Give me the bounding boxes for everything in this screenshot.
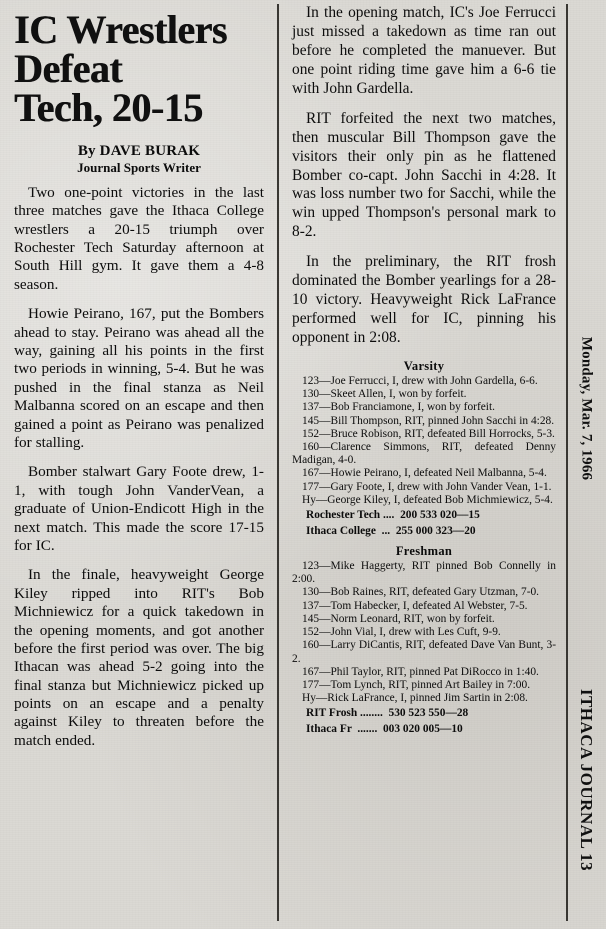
right-column (286, 0, 562, 736)
bout-result: 123—Joe Ferrucci, I, drew with John Gardella, 6-6. (302, 374, 538, 387)
article-paragraph: RIT forfeited the next two matches, then muscular Bill Thompson gave the visitors their only pin as he flattened Bomber co-capt. John Sacchi in 4:28. It was loss number two for Sacchi, while the win upped Thompson's personal mark to 8-2. (292, 109, 556, 241)
bout-result: 177—Gary Foote, I, drew with John Vander Vean, 1-1. (302, 480, 552, 493)
article-paragraph: Howie Peirano, 167, put the Bombers ahead to stay. Peirano was ahead all the way, gaining all his points in the first two periods in winning, 5-4. But he was pushed in the final stanza as Neil Malbanna scored on an escape and then gained a point as Peirano was penalized for stalling. (14, 305, 264, 451)
bout-result: Hy—George Kiley, I, defeated Bob Michmiewicz, 5-4. (302, 493, 553, 506)
freshman-results (292, 560, 556, 736)
byline-subtitle: Journal Sports Writer (77, 160, 201, 176)
bout-result: 160—Larry DiCantis, RIT, defeated Dave Van Bunt, 3-2. (292, 639, 556, 665)
page-title (14, 7, 264, 131)
left-column (8, 0, 270, 761)
byline: By DAVE BURAK (77, 142, 201, 159)
masthead (566, 0, 606, 929)
bout-result: 123—Mike Haggerty, RIT pinned Bob Connelly in 2:00. (292, 560, 556, 586)
team-score-line: Rochester Tech .... 200 533 020—15 (306, 509, 480, 522)
headline-line-1: IC Wrestlers (14, 7, 227, 52)
varsity-heading: Varsity (403, 358, 445, 373)
bout-result: 152—Bruce Robison, RIT, defeated Bill Horrocks, 5-3. (302, 427, 555, 440)
bout-result: 130—Bob Raines, RIT, defeated Gary Utzman, 7-0. (302, 586, 540, 599)
bout-result: 177—Tom Lynch, RIT, pinned Art Bailey in 7:00. (302, 679, 531, 691)
column-divider (277, 4, 279, 921)
team-score-line: Ithaca College ... 255 000 323—20 (306, 524, 476, 537)
team-score-line: Ithaca Fr ....... 003 020 005—10 (306, 722, 463, 735)
bout-result: 137—Bob Franciamone, I, won by forfeit. (302, 401, 495, 414)
bout-result: 167—Phil Taylor, RIT, pinned Pat DiRocco in 1:40. (302, 665, 539, 678)
headline-line-3: Tech, 20-15 (14, 85, 203, 131)
masthead-publication: ITHACA JOURNAL 13 (577, 688, 596, 872)
bout-result: 137—Tom Habecker, I, defeated Al Webster, 7-5. (302, 599, 528, 612)
bout-result: 167—Howie Peirano, I, defeated Neil Malbanna, 5-4. (302, 467, 547, 480)
article-paragraph: In the opening match, IC's Joe Ferrucci just missed a takedown as time ran out before he completed the manuever. But one point riding time gave him a 6-6 tie with John Gardella. (292, 4, 556, 97)
headline-line-2: Defeat (14, 46, 123, 92)
bout-result: 152—John Vial, I, drew with Les Cuft, 9-9. (302, 626, 501, 639)
article-paragraph: In the preliminary, the RIT frosh dominated the Bomber yearlings for a 28-10 victory. Heavyweight Rick LaFrance performed well for IC, pinning his opponent in 2:08. (292, 253, 556, 346)
article-paragraph: Two one-point victories in the last three matches gave the Ithaca College wrestlers a 20-15 triumph over Rochester Tech Saturday afternoon at South Hill gym. It gave them a 4-8 season. (14, 183, 264, 293)
bout-result: 145—Norm Leonard, RIT, won by forfeit. (302, 612, 495, 625)
bout-result: Hy—Rick LaFrance, I, pinned Jim Sartin in 2:08. (302, 692, 528, 705)
article-paragraph: In the finale, heavyweight George Kiley ripped into RIT's Bob Michniewicz for a quick takedown in the opening moments, and got another before the first period was over. The big Ithacan was ahead 5-2 going into the final stanza but Michniewicz picked up points on an escape and a penalty against Kiley to threaten before the match ended. (14, 566, 264, 749)
team-score-line: RIT Frosh ........ 530 523 550—28 (306, 707, 469, 720)
bout-result: 130—Skeet Allen, I, won by forfeit. (302, 388, 467, 401)
varsity-results (292, 375, 556, 538)
bout-result: 145—Bill Thompson, RIT, pinned John Sacchi in 4:28. (302, 414, 555, 427)
freshman-heading: Freshman (395, 544, 453, 559)
masthead-date: Monday, Mar. 7, 1966 (578, 336, 595, 481)
article-paragraph: Bomber stalwart Gary Foote drew, 1-1, with tough John VanderVean, a graduate of Union-Endicott High in the next match. This made the score 17-15 for IC. (14, 463, 264, 554)
bout-result: 160—Clarence Simmons, RIT, defeated Denny Madigan, 4-0. (292, 441, 556, 467)
